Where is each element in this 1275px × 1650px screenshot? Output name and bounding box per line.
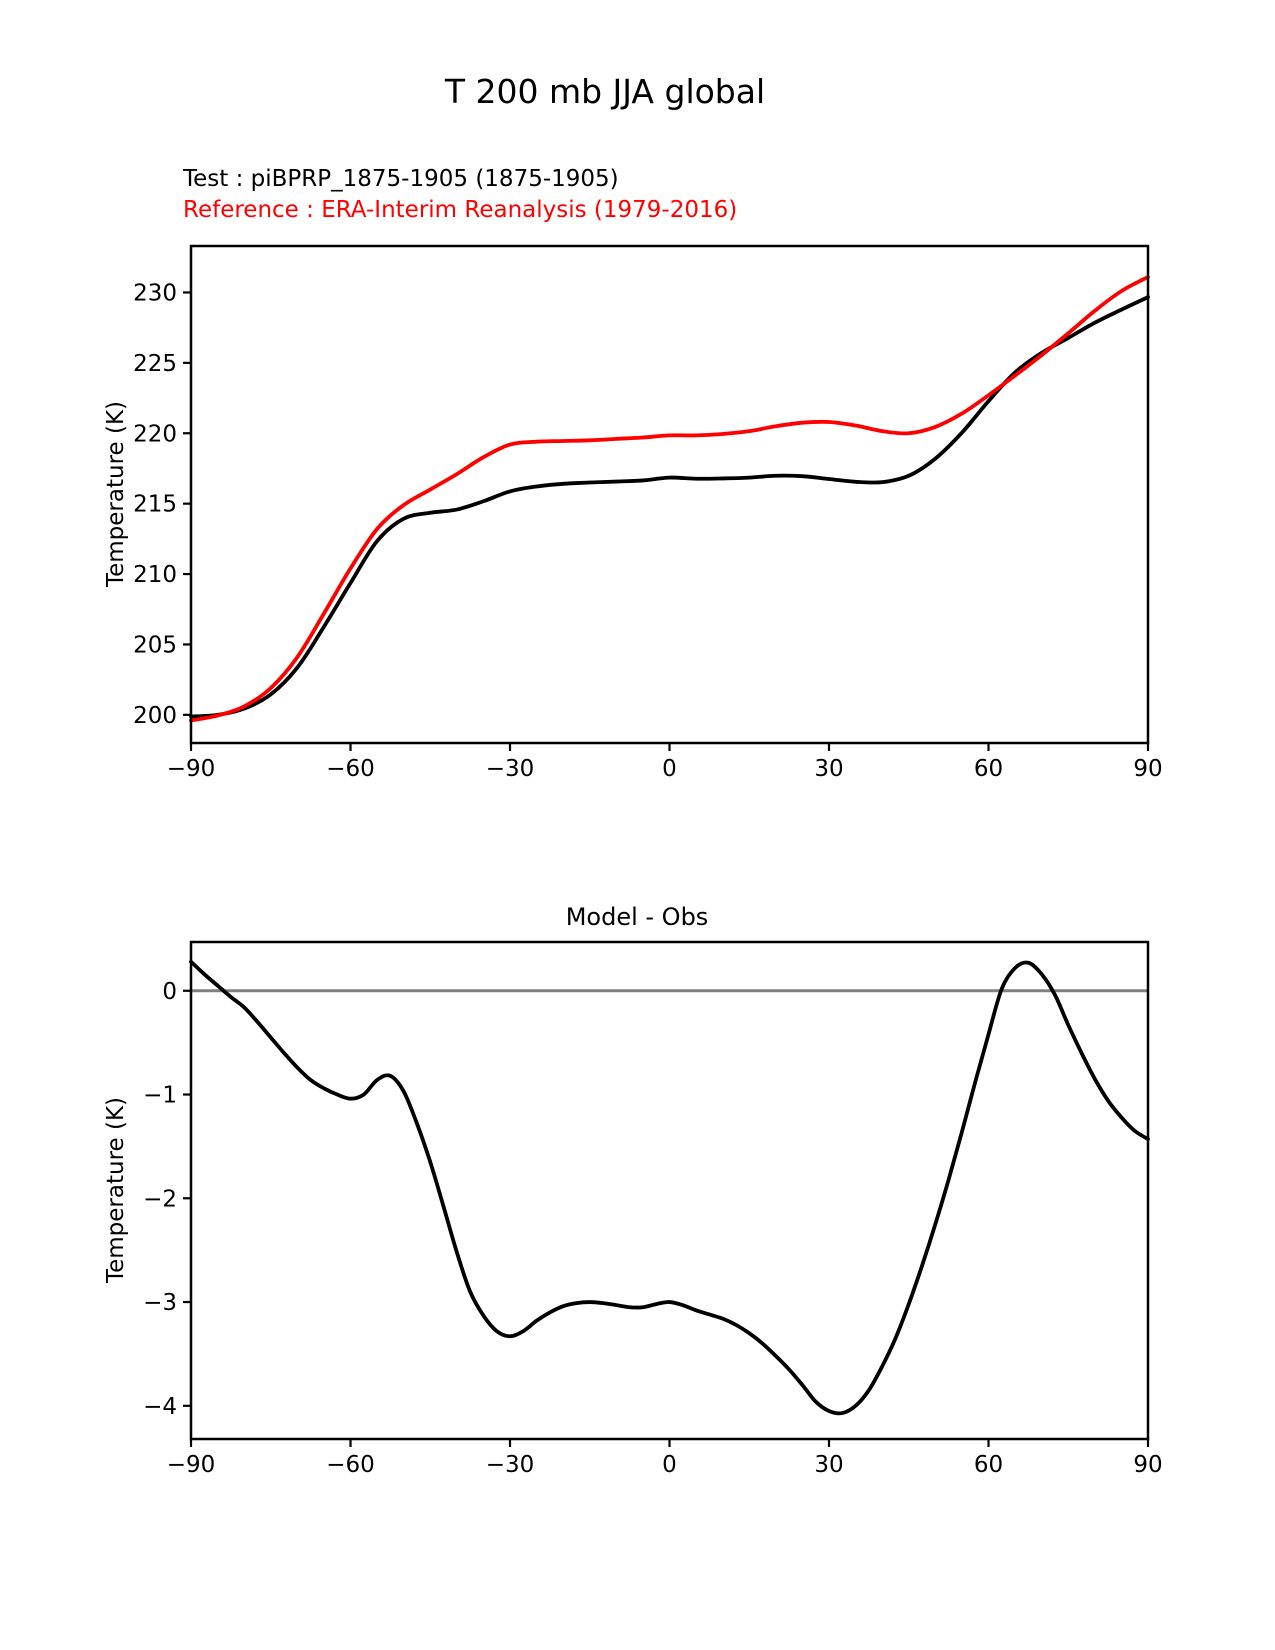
y-tick-label: 225 xyxy=(133,350,177,377)
series-line-test xyxy=(191,297,1148,716)
legend-test-label: Test : piBPRP_1875-1905 (1875-1905) xyxy=(183,166,619,192)
legend-reference-label: Reference : ERA-Interim Reanalysis (1979-2016) xyxy=(183,197,738,223)
top-chart-y-axis-label: Temperature (K) xyxy=(103,400,129,588)
y-tick-label: 200 xyxy=(133,702,177,729)
x-tick-label: 90 xyxy=(1133,1452,1163,1478)
y-tick-label: −2 xyxy=(143,1186,177,1213)
y-tick-label: 210 xyxy=(133,562,177,589)
top-chart xyxy=(133,246,1163,782)
y-tick-label: 220 xyxy=(133,421,177,448)
x-tick-label: −30 xyxy=(485,1452,535,1478)
bottom-chart-title: Model - Obs xyxy=(565,903,709,931)
x-tick-label: 90 xyxy=(1133,756,1163,782)
bottom-chart xyxy=(143,942,1163,1478)
series-line-reference xyxy=(191,277,1148,720)
x-tick-label: 30 xyxy=(814,756,844,782)
x-tick-label: 60 xyxy=(973,1452,1004,1478)
x-tick-label: −90 xyxy=(166,1452,216,1478)
series-line-difference xyxy=(191,962,1148,1414)
y-tick-label: 205 xyxy=(133,632,177,659)
x-tick-label: −60 xyxy=(326,756,375,782)
y-tick-label: −1 xyxy=(143,1082,177,1109)
y-tick-label: 215 xyxy=(133,491,177,518)
y-tick-label: 0 xyxy=(162,978,177,1005)
y-tick-label: −3 xyxy=(143,1290,177,1317)
y-tick-label: 230 xyxy=(133,280,177,307)
y-tick-label: −4 xyxy=(143,1393,177,1420)
x-tick-label: 30 xyxy=(814,1452,844,1478)
figure-title: T 200 mb JJA global xyxy=(444,72,766,111)
bottom-chart-y-axis-label: Temperature (K) xyxy=(103,1096,129,1284)
x-tick-label: −30 xyxy=(485,756,535,782)
x-tick-label: 0 xyxy=(662,1452,677,1478)
x-tick-label: 60 xyxy=(973,756,1004,782)
x-tick-label: −60 xyxy=(326,1452,375,1478)
x-tick-label: −90 xyxy=(166,756,216,782)
x-tick-label: 0 xyxy=(662,756,677,782)
axes-spines xyxy=(191,942,1148,1439)
axes-spines xyxy=(191,246,1148,743)
